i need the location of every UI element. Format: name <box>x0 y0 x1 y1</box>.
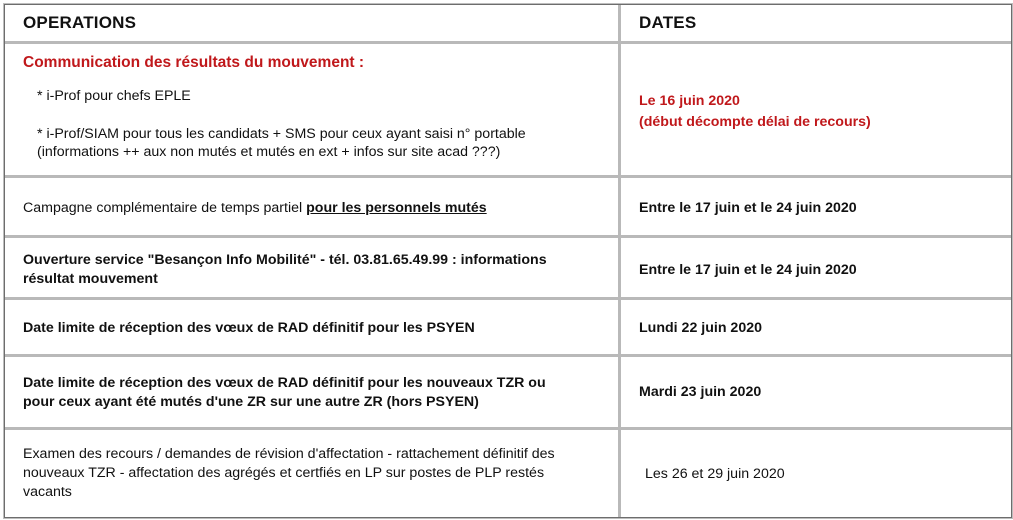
row5-text-line2: pour ceux ayant été mutés d'une ZR sur une autre ZR (hors PSYEN) <box>23 394 479 410</box>
table-row <box>5 178 1011 238</box>
row3-text-line1: Ouverture service "Besançon Info Mobilité" - tél. 03.81.65.49.99 : informations <box>23 252 547 268</box>
row6-text-line3: vacants <box>23 484 72 500</box>
row1-bullet2-cont: (informations ++ aux non mutés et mutés en ext + infos sur site acad ???) <box>37 144 501 160</box>
row5-text-line1: Date limite de réception des vœux de RAD définitif pour les nouveaux TZR ou <box>23 375 546 391</box>
row6-text-line1: Examen des recours / demandes de révision d'affectation - rattachement définitif des <box>23 446 555 462</box>
header-dates: DATES <box>639 13 697 32</box>
row2-underlined: pour les personnels mutés <box>306 200 487 216</box>
row1-bullet2: * i-Prof/SIAM pour tous les candidats + SMS pour ceux ayant saisi n° portable <box>37 126 526 142</box>
row1-title: Communication des résultats du mouvement : <box>23 54 365 71</box>
row1-bullet1: * i-Prof pour chefs EPLE <box>37 88 191 104</box>
row2-text: Campagne complémentaire de temps partiel pour les personnels mutés <box>23 200 487 216</box>
table-header-row <box>5 5 1011 44</box>
row3-text-line2: résultat mouvement <box>23 271 158 287</box>
row1-date-note: (début décompte délai de recours) <box>639 114 871 130</box>
row3-date: Entre le 17 juin et le 24 juin 2020 <box>639 262 857 278</box>
row6-date: Les 26 et 29 juin 2020 <box>645 466 785 482</box>
row1-date: Le 16 juin 2020 <box>639 93 740 109</box>
table-row <box>5 44 1011 178</box>
row6-text-line2: nouveaux TZR - affectation des agrégés et certfiés en LP sur postes de PLP restés <box>23 465 545 481</box>
table-row <box>5 357 1011 430</box>
row4-date: Lundi 22 juin 2020 <box>639 320 762 336</box>
row2-date: Entre le 17 juin et le 24 juin 2020 <box>639 200 857 216</box>
header-operations: OPERATIONS <box>23 13 137 32</box>
table-row <box>5 300 1011 357</box>
table-row <box>5 238 1011 300</box>
table-row <box>5 430 1011 517</box>
row5-date: Mardi 23 juin 2020 <box>639 384 762 400</box>
row4-text: Date limite de réception des vœux de RAD définitif pour les PSYEN <box>23 320 475 336</box>
operations-table <box>4 4 1012 518</box>
